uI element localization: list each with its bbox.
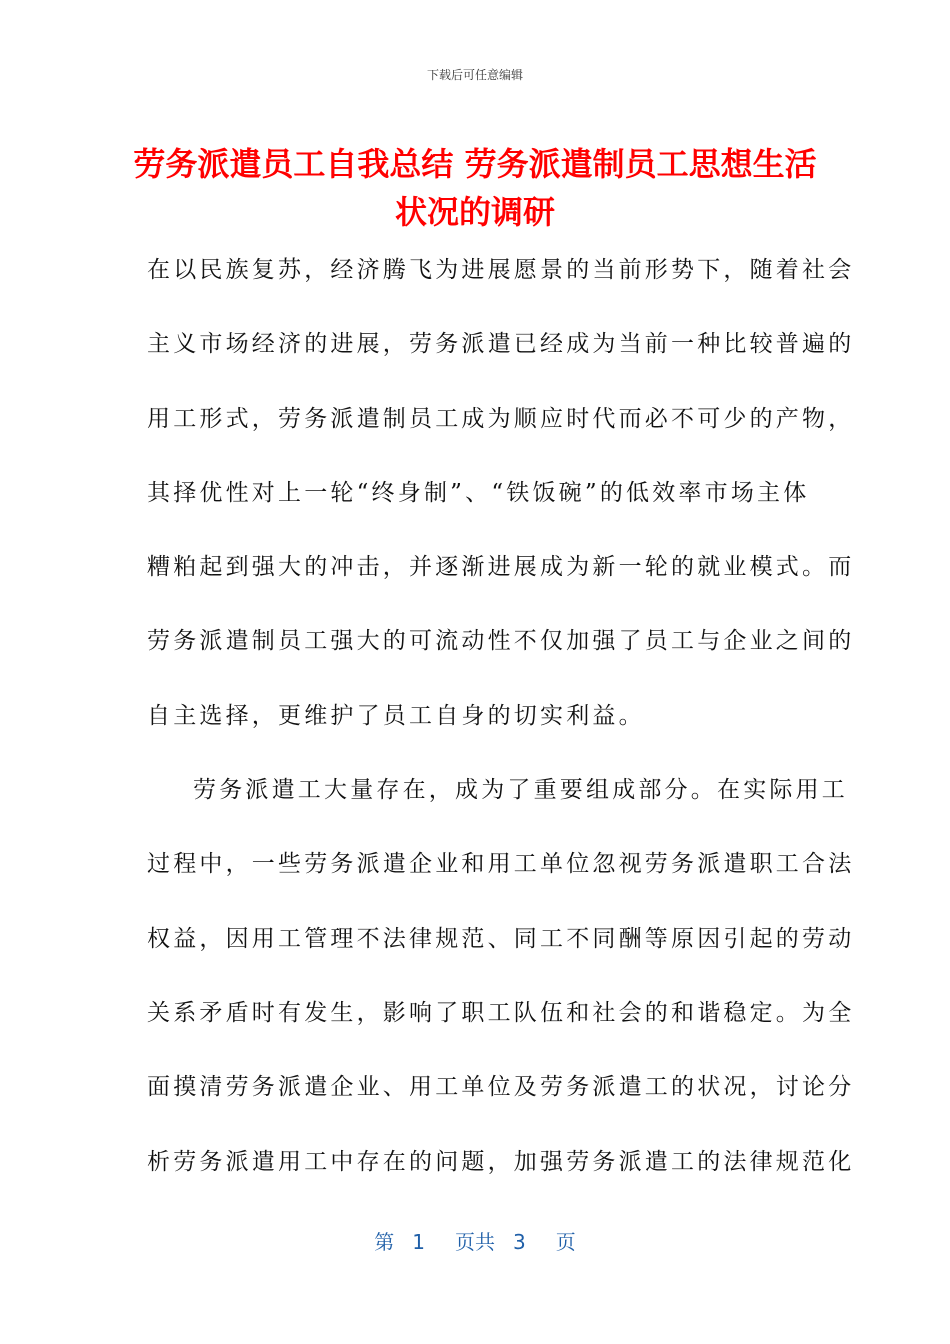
page-prefix: 第 (374, 1230, 395, 1254)
body-line: 其择优性对上一轮“终身制”、“铁饭碗”的低效率市场主体 (147, 479, 810, 506)
document-title: 劳务派遣员工自我总结 劳务派遣制员工思想生活状况的调研 (133, 145, 817, 231)
body-line: 自主选择，更维护了员工自身的切实利益。 (147, 702, 645, 729)
body-line: 劳务派遣制员工强大的可流动性不仅加强了员工与企业之间的 (147, 628, 855, 655)
page-suffix: 页 (555, 1230, 576, 1254)
body-line: 主义市场经济的进展，劳务派遣已经成为当前一种比较普遍的 (147, 331, 855, 358)
body-line: 权益，因用工管理不法律规范、同工不同酬等原因引起的劳动 (147, 925, 855, 952)
header-note: 下载后可任意编辑 (426, 68, 523, 82)
body-line: 糟粕起到强大的冲击，并逐渐进展成为新一轮的就业模式。而 (147, 554, 855, 581)
body-line: 面摸清劳务派遣企业、用工单位及劳务派遣工的状况，讨论分 (147, 1074, 855, 1101)
page-middle: 页共 (455, 1230, 495, 1254)
page-footer (0, 1226, 950, 1255)
body-line: 用工形式，劳务派遣制员工成为顺应时代而必不可少的产物， (147, 405, 855, 432)
page-total: 3 (513, 1230, 526, 1254)
body-line: 过程中，一些劳务派遣企业和用工单位忽视劳务派遣职工合法 (147, 851, 855, 878)
body-line: 关系矛盾时有发生，影响了职工队伍和社会的和谐稳定。为全 (147, 999, 855, 1026)
body-line: 析劳务派遣用工中存在的问题，加强劳务派遣工的法律规范化 (147, 1148, 855, 1175)
document-body (147, 254, 855, 1220)
page-number: 1 (412, 1230, 425, 1254)
body-line: 在以民族复苏，经济腾飞为进展愿景的当前形势下，随着社会 (147, 257, 855, 283)
body-line: 劳务派遣工大量存在，成为了重要组成部分。在实际用工 (193, 777, 848, 804)
